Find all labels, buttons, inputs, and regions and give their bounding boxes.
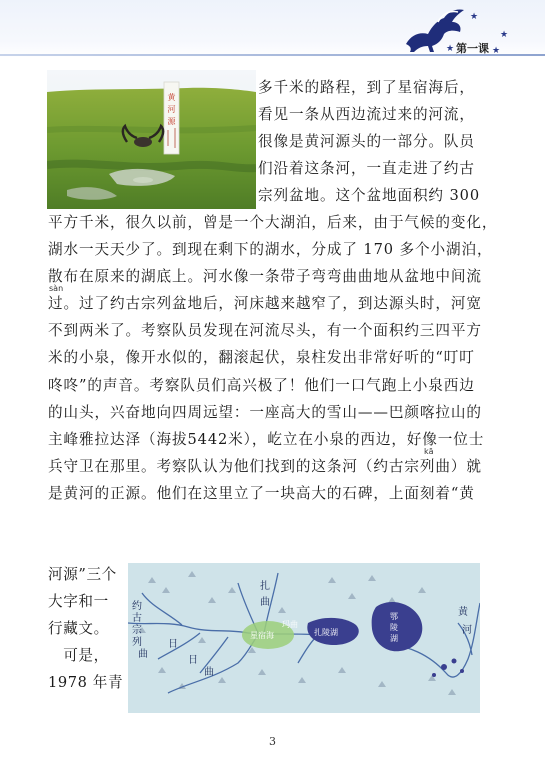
text-line: 过。过了约古宗列盆地后，河床越来越窄了，到达源头时，河宽 xyxy=(48,295,482,313)
star-icon: ★ xyxy=(500,30,509,40)
text-line: 们沿着这条河，一直走进了约古 xyxy=(258,160,475,178)
map-label: 曲 xyxy=(138,649,148,660)
page-number: 3 xyxy=(269,735,276,748)
text-column-left xyxy=(48,561,123,696)
map-label: 日 xyxy=(188,655,198,666)
map-label: 曲 xyxy=(260,597,270,608)
lesson-label: 第一课 xyxy=(456,42,489,55)
map-label: 日 xyxy=(168,639,178,650)
text-line: 主峰雅拉达泽（海拔5442米），屹立在小泉的西边，好像一位士 xyxy=(48,430,485,448)
text-line: 多千米的路程，到了星宿海后， xyxy=(258,79,475,96)
text-line: 平方千米，很久以前，曾是一个大湖泊，后来，由于气候的变化， xyxy=(48,214,498,231)
map-label: 鄂 xyxy=(390,612,398,621)
text-line: 宗列盆地。这个盆地面积约 300 xyxy=(258,187,481,205)
text-line: 米的小泉，像开水似的，翻滚起伏，泉柱发出非常好听的“叮叮 xyxy=(48,349,475,367)
text-line: 1978 年青 xyxy=(48,674,124,692)
map-label: 宗 xyxy=(132,625,142,636)
text-line: 河源”三个 xyxy=(48,566,117,583)
map-label: 列 xyxy=(132,637,142,648)
map-label: 河 xyxy=(462,625,472,636)
stele-char: 源 xyxy=(167,117,176,126)
pinyin-annotation: sàn xyxy=(49,284,64,293)
text-column-full xyxy=(48,209,497,507)
text-line: 很像是黄河源头的一部分。队员 xyxy=(258,133,475,151)
text-line: 咚咚”的声音。考察队员们高兴极了！他们一口气跑上小泉西边 xyxy=(48,376,475,394)
map-label: 玛曲 xyxy=(282,620,298,629)
star-icon: ★ xyxy=(492,46,501,56)
text-line: 兵守卫在那里。考察队认为他们找到的这条河（约古宗列曲）就 xyxy=(48,457,482,475)
map-label: 约 xyxy=(132,601,142,612)
star-icon: ★ xyxy=(470,12,479,22)
text-column-right xyxy=(258,74,480,209)
source-map xyxy=(128,563,480,713)
stele-char: 河 xyxy=(167,105,176,114)
source-photo xyxy=(47,70,256,209)
map-label: 古 xyxy=(132,613,142,624)
map-label: 曲 xyxy=(204,667,214,678)
text-line: 看见一条从西边流过来的河流， xyxy=(258,106,475,124)
map-label: 扎 xyxy=(260,581,270,592)
text-line: 可是， xyxy=(48,647,109,665)
map-label: 湖 xyxy=(390,634,398,643)
text-line: 散布在原来的湖底上。河水像一条带子弯弯曲曲地从盆地中间流 xyxy=(48,268,482,286)
map-label: 陵 xyxy=(390,623,398,632)
star-icon: ★ xyxy=(446,44,455,54)
text-line: 大字和一 xyxy=(48,593,109,611)
map-label: 星宿海 xyxy=(250,631,274,640)
map-label: 扎陵湖 xyxy=(314,628,338,637)
text-line: 是黄河的正源。他们在这里立了一块高大的石碑，上面刻着“黄 xyxy=(48,484,475,502)
text-line: 湖水一天天少了。到现在剩下的湖水，分成了 170 多个小湖泊， xyxy=(48,241,493,259)
pinyin-annotation: kā xyxy=(424,447,434,456)
text-line: 不到两米了。考察队员发现在河流尽头，有一个面积约三四平方 xyxy=(48,322,482,340)
map-label: 黄 xyxy=(458,607,468,618)
text-line: 的山头，兴奋地向四周远望：一座高大的雪山——巴颜喀拉山的 xyxy=(48,403,482,421)
stele-char: 黄 xyxy=(167,93,176,102)
text-line: 行藏文。 xyxy=(48,620,109,638)
